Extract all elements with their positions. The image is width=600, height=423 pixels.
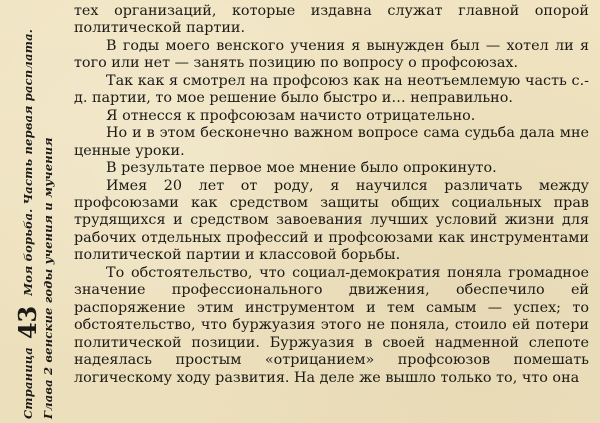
- chapter-title: Глава 2 венские годы учения и мучения: [40, 137, 55, 419]
- paragraph-1: тех организаций, которые издавна служат главной опорой политической партии.: [74, 3, 589, 37]
- main-text: [74, 3, 589, 387]
- paragraph-5: Но и в этом бесконечно важном вопросе сама судьба дала мне ценные уроки.: [74, 125, 589, 159]
- page-sidebar: [0, 0, 70, 423]
- sidebar-line-top: [12, 9, 42, 419]
- rotated-page-header: [7, 9, 63, 419]
- paragraph-6: В результате первое мое мнение было опрокинуто.: [106, 160, 497, 177]
- paragraph-8: То обстоятельство, что социал-демократия поняла громадное значение профессионального движения, обеспечило ей распоряжение этим инструментом и тем самым — успех; то обстоятельство, что буржуазия этого не поняла, стоило ей потери политической позиции. Буржуазия в своей надменной слепоте надеялась простым «отрицанием» профсоюзов помешать логическому ходу развития. На деле же вышло только то, что она: [74, 264, 589, 386]
- page-label: Страница: [20, 347, 35, 419]
- paragraph-7: Имея 20 лет от роду, я научился различать между профсоюзами как средством защиты общих социальных прав трудящихся и средством завоевания лучших условий жизни для рабочих отдельных профессий и профсоюзами как инструментами политической партии и классовой борьбы.: [74, 177, 589, 264]
- sidebar-line-bottom: [41, 9, 55, 419]
- paragraph-2: В годы моего венского учения я вынужден был — хотел ли я того или нет — занять позицию по вопросу о профсоюзах.: [74, 37, 589, 72]
- page-number: 43: [12, 305, 42, 340]
- book-title: Моя борьба. Часть первая расплата.: [20, 29, 35, 296]
- paragraph-3: Так как я смотрел на профсоюз как на неотъемлемую часть с.-д. партии, то мое решение было быстро и… неправильно.: [74, 72, 589, 107]
- paragraph-4: Я отнесся к профсоюзам начисто отрицательно.: [106, 107, 476, 124]
